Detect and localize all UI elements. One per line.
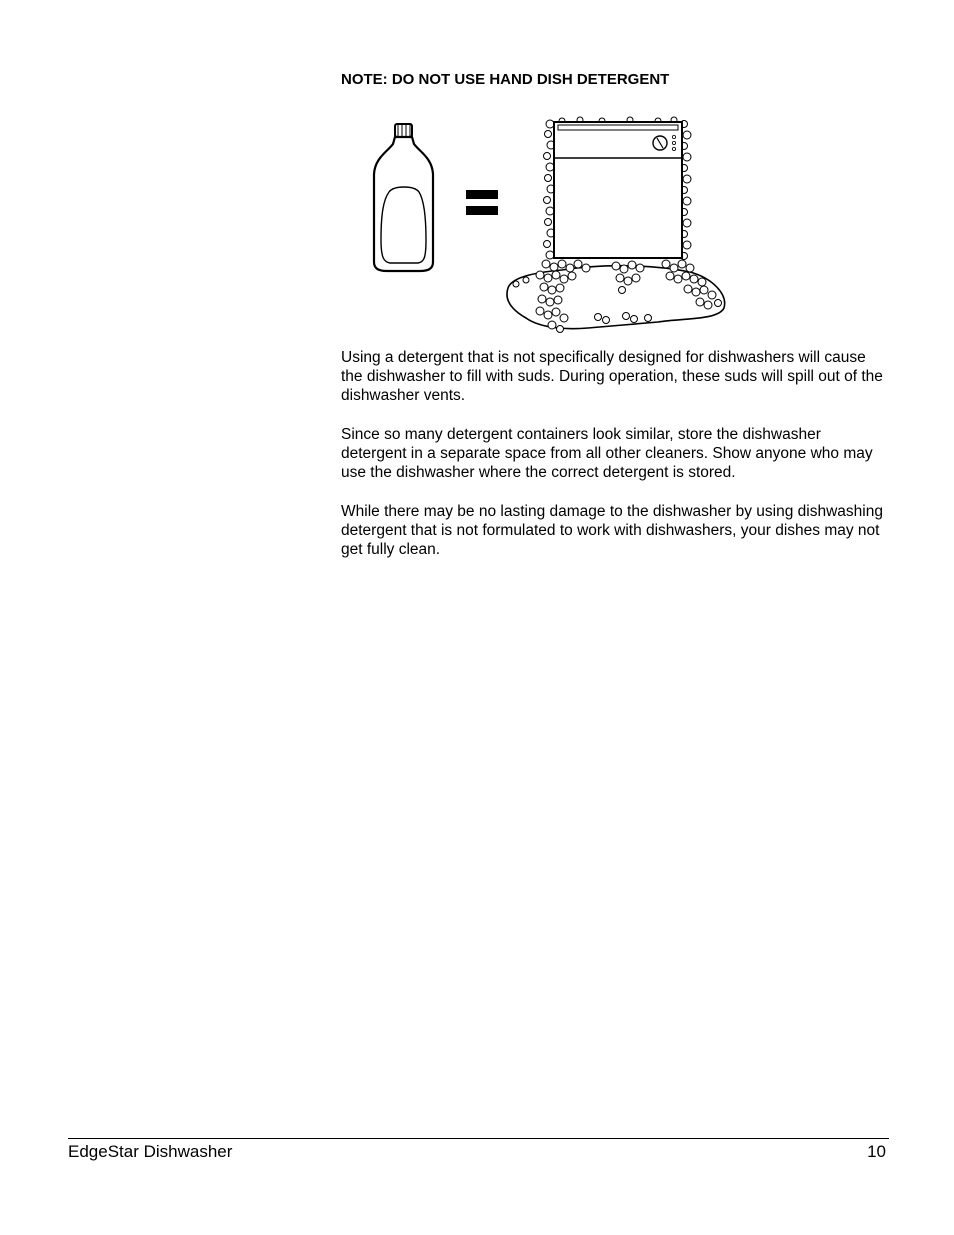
body-text [341, 348, 886, 578]
detergent-warning-illustration [340, 112, 740, 344]
dishwasher-overflowing-suds-icon [507, 117, 725, 333]
footer-divider [68, 1138, 889, 1139]
paragraph-cleaning-result: While there may be no lasting damage to the dishwasher by using dishwashing detergent that is not formulated to work with dishwashers, your dishes may not get fully clean. [341, 502, 883, 558]
footer-title: EdgeStar Dishwasher [68, 1142, 233, 1161]
hand-soap-bottle-icon [374, 124, 433, 271]
paragraph-suds-warning: Using a detergent that is not specifically designed for dishwashers will cause the dishwasher to fill with suds. During operation, these suds will spill out of the dishwasher vents. [341, 349, 883, 405]
equals-sign-icon [466, 190, 498, 215]
note-heading: NOTE: DO NOT USE HAND DISH DETERGENT [341, 71, 670, 88]
paragraph-storage-advice: Since so many detergent containers look similar, store the dishwasher detergent in a separate space from all other cleaners. Show anyone who may use the dishwasher where the correct detergent is stored. [341, 425, 873, 482]
page-number: 10 [867, 1142, 886, 1161]
